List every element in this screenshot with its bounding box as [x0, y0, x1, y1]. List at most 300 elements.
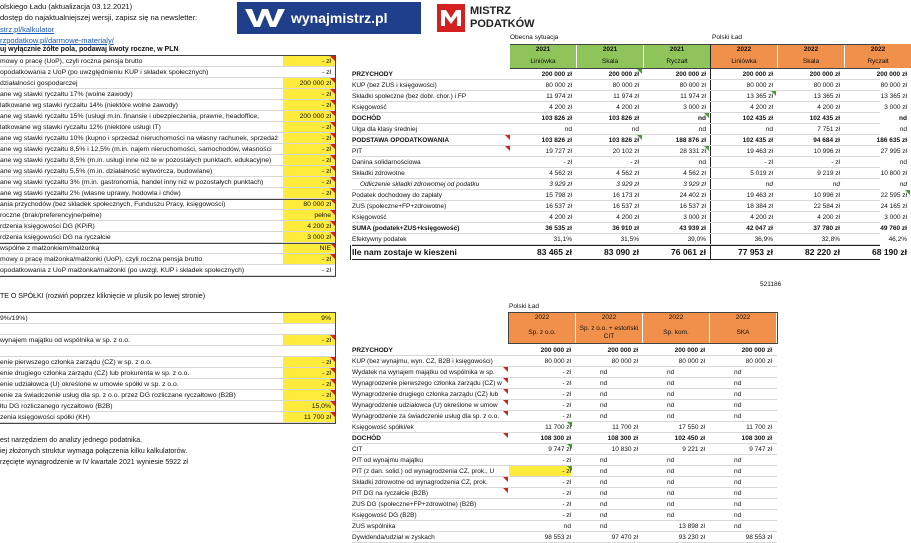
input-value-field[interactable]: 3 000 zł [283, 232, 335, 243]
value-cell: 3 000 zł [884, 214, 907, 221]
calculator-link[interactable]: strz.pl/kalkulator [0, 25, 55, 34]
group-pl-label: Polski Ład [712, 34, 742, 41]
value-cell: - zł [562, 369, 571, 376]
row-label: ZUS DG (społeczne+FP+zdrowotne) (B2B) [352, 501, 477, 508]
value-cell: - zł [562, 479, 571, 486]
year-header: 2022 [710, 313, 776, 323]
value-cell: 3 000 zł [683, 104, 706, 111]
value-cell: nd [734, 468, 742, 475]
comment-marker-icon[interactable] [503, 378, 508, 383]
value-cell: 80 000 zł [611, 358, 638, 365]
sheet-title: olskiego Ładu (aktualizacja 03.12.2021) [0, 2, 133, 11]
value-cell: 9 747 zł [548, 446, 571, 453]
input-label: mowy o pracę małżonka/małżonki (UoP), czyli roczna pensja brutto [0, 256, 203, 263]
value-cell: nd [667, 468, 675, 475]
comment-marker-icon[interactable] [567, 422, 572, 427]
value-cell: nd [600, 490, 608, 497]
value-cell: nd [734, 490, 742, 497]
value-cell: nd [734, 391, 742, 398]
value-cell: nd [667, 391, 675, 398]
value-cell: 186 635 zł [876, 137, 907, 144]
value-cell: 80 000 zł [746, 82, 773, 89]
company-input-value-field[interactable]: - zł [283, 357, 335, 368]
row-label: PODSTAWA OPODATKOWANIA [352, 137, 450, 144]
value-cell: 36,9% [754, 236, 773, 243]
value-cell: 3 929 zł [549, 181, 572, 188]
final-value-cell: 83 090 zł [604, 247, 639, 257]
value-cell: 103 826 zł [608, 115, 639, 122]
company-input-value-field[interactable]: - zł [283, 379, 335, 390]
value-cell: 5 019 zł [750, 170, 773, 177]
value-cell: nd [600, 523, 608, 530]
comment-marker-icon[interactable] [704, 113, 709, 118]
company-input-label: łtu DG rozliczanego ryczałtowo (B2B) [0, 403, 113, 410]
value-cell: - zł [562, 402, 571, 409]
value-cell: nd [600, 479, 608, 486]
value-cell: 11 974 zł [680, 93, 706, 100]
value-cell: nd [899, 126, 907, 133]
value-cell: 103 826 zł [541, 115, 572, 122]
value-cell: 24 165 zł [880, 203, 907, 210]
column-header: Skala [577, 56, 643, 68]
value-cell: 200 000 zł [876, 71, 907, 78]
value-cell: 28 331 zł [679, 148, 706, 155]
company-box-bottom-border [0, 423, 336, 424]
value-cell: nd [698, 159, 706, 166]
value-cell: 4 562 zł [549, 170, 572, 177]
value-cell: nd [600, 413, 608, 420]
row-label: PRZYCHODY [352, 347, 393, 354]
row-label: Wynagrodzenie udziałowca (U) określone w umow [352, 402, 498, 409]
input-label: rdzenia księgowości DG (KPiR) [0, 223, 95, 230]
value-cell: 80 000 zł [813, 82, 840, 89]
value-cell: 49 760 zł [880, 225, 907, 232]
input-group-divider [0, 199, 336, 200]
value-cell: 19 463 zł [746, 192, 773, 199]
value-cell: - zł [831, 159, 840, 166]
value-cell: 80 000 zł [612, 82, 639, 89]
input-value-field[interactable]: - zł [283, 144, 335, 155]
input-section-header: uj wyłącznie żółte pola, podawaj kwoty roczne, w PLN [0, 46, 179, 53]
note-1: est narzędziem do analizy jednego podatnika. [0, 437, 143, 444]
value-cell: 4 200 zł [817, 104, 840, 111]
value-cell: nd [832, 181, 840, 188]
value-cell: 4 562 zł [616, 170, 639, 177]
mistrz-podatkow-line1: MISTRZ [470, 5, 511, 17]
input-value-field[interactable]: - zł [283, 122, 335, 133]
value-cell: 36 910 zł [612, 225, 639, 232]
input-label: latkowane wg stawki ryczałtu 12% (niektóre usługi IT) [0, 124, 161, 131]
value-cell: 4 200 zł [750, 214, 773, 221]
company-input-label: enie pierwszego członka zarządu (CZ) w sp. z o.o. [0, 359, 152, 366]
row-label: CIT [352, 446, 363, 453]
input-value-field[interactable]: 200 000 zł [283, 111, 335, 122]
value-cell: 15 798 zł [545, 192, 572, 199]
year-header: 2022 [509, 313, 575, 323]
value-cell: - zł [562, 413, 571, 420]
value-cell: nd [667, 413, 675, 420]
value-cell: 3 000 zł [683, 214, 706, 221]
value-cell: - zł [562, 512, 571, 519]
input-value-field[interactable]: - zł [283, 166, 335, 177]
final-value-cell: 77 953 zł [738, 247, 773, 257]
mistrz-podatkow-mark-icon [437, 4, 465, 32]
value-cell: nd [564, 126, 572, 133]
column-header: Skala [778, 56, 844, 68]
input-label: ane wg stawki ryczałtu 8,5% (m.in. usługi inne niż te w pozostałych punktach, edukacyjne) [0, 157, 272, 164]
mistrz-podatkow-line2: PODATKÓW [470, 18, 535, 30]
group-current-label: Obecna sytuacja [510, 34, 559, 41]
value-cell: 10 996 zł [813, 192, 840, 199]
value-cell: 20 102 zł [612, 148, 639, 155]
input-value-field[interactable]: - zł [283, 56, 335, 67]
year-header: 2021 [577, 44, 643, 56]
value-cell: 4 200 zł [549, 214, 572, 221]
company-input-label: enie drugiego członka zarządu (CZ) lub prokurenta w sp. z o.o. [0, 370, 190, 377]
mistrz-podatkow-logo [437, 4, 547, 34]
value-cell: - zł [562, 457, 571, 464]
input-label: ane wg stawki ryczałtu 8,5% i 12,5% (m.in. najem nieruchomości, samochodów, własności [0, 146, 272, 153]
value-cell: nd [600, 391, 608, 398]
value-cell: 4 200 zł [817, 214, 840, 221]
wynajmistrz-mark-icon [245, 7, 285, 29]
value-cell: 93 230 zł [678, 534, 705, 541]
value-cell: 97 470 zł [611, 534, 638, 541]
input-value-field[interactable]: - zł [283, 254, 335, 265]
row-label: ZUS wspólnika [352, 523, 396, 530]
value-cell: 31,1% [553, 236, 572, 243]
input-value-field[interactable]: - zł [283, 89, 335, 100]
value-cell: 3 929 zł [683, 181, 706, 188]
value-cell: 16 537 zł [612, 203, 639, 210]
value-cell: 98 553 zł [745, 534, 772, 541]
value-cell: 22 595 zł [880, 192, 907, 199]
value-cell: 4 200 zł [616, 104, 639, 111]
row-label: Wynagrodzenie drugiego członka zarządu (CZ) lub [352, 391, 499, 398]
row-label: Wynagrodzenie za świadczenie usług dla sp. z o.o. [352, 413, 499, 420]
value-cell: 103 826 zł [541, 137, 572, 144]
column-header: Sp. z o.o. [509, 323, 575, 343]
input-label: ane wg stawki ryczałtu 3% (m.in. gastronomia, handel inny niż w pozostałych punktach) [0, 179, 264, 186]
value-cell: - zł [563, 159, 572, 166]
value-cell: - zł [562, 501, 571, 508]
value-cell: 80 000 zł [544, 358, 571, 365]
wynajmistrz-logo [237, 2, 421, 34]
value-cell: 4 562 zł [683, 170, 706, 177]
input-label: roczne (brak/preferencyjne/pełne) [0, 212, 102, 219]
input-label: działalności gospodarczej [0, 80, 78, 87]
row-label: KUP (bez wynajmu, wyn. CZ, B2B i księgowości) [352, 358, 493, 365]
comment-marker-icon[interactable] [503, 400, 508, 405]
company-input-label: enie za świadczenie usług dla sp. z o.o. przez DG rozliczane ryczałtowo (B2B) [0, 392, 236, 399]
value-cell: 80 000 zł [745, 358, 772, 365]
comment-marker-icon[interactable] [637, 135, 642, 140]
value-cell: 11 974 zł [546, 93, 572, 100]
row-label: Księgowość [352, 214, 387, 221]
value-cell: 16 537 zł [545, 203, 572, 210]
value-cell: 13 898 zł [678, 523, 705, 530]
input-value-field[interactable]: - zł [283, 155, 335, 166]
value-cell: 200 000 zł [675, 71, 706, 78]
value-cell: nd [667, 457, 675, 464]
column-header: Ryczałt [644, 56, 710, 68]
value-cell: nd [765, 181, 773, 188]
row-label: Składki zdrowotne [352, 170, 405, 177]
value-cell: 43 939 zł [679, 225, 706, 232]
row-label: Składki zdrowotne od wynagrodzenia CZ, prok. [352, 479, 488, 486]
input-label: rdzenia księgowości DG na ryczałcie [0, 234, 111, 241]
value-cell: 36 535 zł [545, 225, 572, 232]
comment-marker-icon[interactable] [637, 69, 642, 74]
final-value-cell: 76 061 zł [671, 247, 706, 257]
final-row-left-border [350, 245, 351, 260]
table-right-border [777, 312, 778, 344]
company-section-header: TE O SPÓŁKI (rozwiń poprzez kliknięcie w plusik po lewej stronie) [0, 293, 206, 300]
final-value-cell: 68 190 zł [872, 247, 907, 257]
company-input-value-field[interactable]: - zł [283, 390, 335, 401]
company-group-pl-label: Polski Ład [509, 303, 539, 310]
value-cell: nd [600, 468, 608, 475]
input-label: ane wg stawki ryczałtu 5,5% (m.in. działalność wytwórcza, budowlane) [0, 168, 213, 175]
year-header: 2022 [778, 44, 844, 56]
row-label: Ulga dla klasy średniej [352, 126, 418, 133]
value-cell: 188 876 zł [675, 137, 706, 144]
value-cell: 16 173 zł [612, 192, 639, 199]
input-label: opodatkowania z UoP (po uwzględnieniu KUP i składek społecznych) [0, 69, 209, 76]
column-header: SKA [710, 323, 776, 343]
row-label: Wydatek na wynajem majątku od wspólnika w sp. [352, 369, 495, 376]
value-cell: 24 402 zł [679, 192, 706, 199]
value-cell: nd [698, 115, 706, 122]
input-value-field[interactable]: 200 000 zł [283, 78, 335, 89]
value-cell: 13 365 zł [880, 93, 907, 100]
value-cell: 200 000 zł [541, 71, 572, 78]
value-cell: 108 300 zł [741, 435, 772, 442]
note-2: iej złożonych struktur wymaga połączenia kilku kalkulatorów. [0, 448, 188, 455]
year-header: 2022 [711, 44, 777, 56]
input-value-field[interactable]: 80 000 zł [283, 199, 335, 210]
value-cell: 10 800 zł [880, 170, 907, 177]
value-cell: 3 929 zł [616, 181, 639, 188]
column-header: Sp. z o.o. + estoński CIT [576, 323, 642, 343]
header-top-border [509, 312, 777, 313]
table-left-border [508, 312, 509, 344]
row-label: PIT od wynajmu majątku [352, 457, 424, 464]
value-cell: nd [899, 115, 907, 122]
input-label: opodatkowania z UoP małżonka/małżonki (po uwzgl. KUP i składek społecznych) [0, 267, 245, 274]
value-cell: 7 751 zł [817, 126, 840, 133]
row-label: Księgowość [352, 104, 387, 111]
value-cell: nd [631, 126, 639, 133]
row-label: Księgowość DG (B2B) [352, 512, 417, 519]
company-input-value-field[interactable]: - zł [283, 335, 335, 346]
input-value-field[interactable]: 4 200 zł [283, 221, 335, 232]
year-header: 2021 [510, 44, 576, 56]
final-row-label: Ile nam zostaje w kieszeni [352, 247, 457, 257]
row-label: PIT [352, 148, 363, 155]
column-header: Liniówka [711, 56, 777, 68]
value-cell: - zł [562, 490, 571, 497]
value-cell: nd [899, 159, 907, 166]
comment-marker-icon[interactable] [503, 389, 508, 394]
input-value-field: - zł [321, 69, 331, 76]
value-cell: nd [734, 369, 742, 376]
input-box-bottom-border [0, 276, 336, 277]
year-header: 2021 [644, 44, 710, 56]
value-cell: 22 584 zł [813, 203, 840, 210]
value-cell: 11 700 zł [612, 424, 638, 431]
value-cell: - zł [630, 159, 639, 166]
company-input-label: enie udziałowca (U) określone w umowie spółki w sp. z o.o. [0, 381, 179, 388]
value-cell: 102 435 zł [809, 115, 840, 122]
company-input-value-field[interactable]: - zł [283, 368, 335, 379]
row-label: Efektywny podatek [352, 236, 407, 243]
value-cell: 3 000 zł [884, 104, 907, 111]
final-value-cell: 83 465 zł [537, 247, 572, 257]
input-value-field[interactable]: pełne [283, 210, 335, 221]
comment-marker-icon[interactable] [567, 444, 572, 449]
company-input-value-field[interactable]: 9% [283, 313, 335, 324]
value-cell: 103 826 zł [608, 137, 639, 144]
value-cell: nd [734, 413, 742, 420]
value-cell: 200 000 zł [540, 347, 571, 354]
value-cell: 19 727 zł [545, 148, 572, 155]
value-cell: 31,5% [620, 236, 639, 243]
value-cell: 80 000 zł [545, 82, 572, 89]
value-cell: 94 684 zł [813, 137, 840, 144]
value-cell: nd [698, 126, 706, 133]
value-cell: 19 463 zł [746, 148, 773, 155]
value-cell: 102 435 zł [742, 115, 773, 122]
row-label: Dywidenda/udział w zyskach [352, 534, 435, 541]
input-value-field[interactable]: - zł [283, 188, 335, 199]
comment-marker-icon[interactable] [505, 146, 510, 151]
value-cell: nd [600, 380, 608, 387]
value-cell: 37 780 zł [813, 225, 840, 232]
comment-marker-icon[interactable] [503, 367, 508, 372]
input-label: ane wg stawki ryczałtu 10% (kupno i sprzedaż nieruchomości na własny rachunek, sprzedaż [0, 135, 279, 142]
comment-marker-icon[interactable] [505, 135, 510, 140]
value-cell: nd [734, 479, 742, 486]
value-cell: 18 384 zł [746, 203, 773, 210]
input-value-field: - zł [321, 267, 331, 274]
value-cell: nd [667, 512, 675, 519]
input-label: ania przychodów (bez składek społecznych, Funduszu Pracy, księgowości) [0, 201, 226, 208]
value-cell: 11 700 zł [746, 424, 772, 431]
input-value-field[interactable]: - zł [283, 100, 335, 111]
column-header: Liniówka [510, 56, 576, 68]
row-label: SUMA (podatek+ZUS+księgowość) [352, 225, 460, 232]
newsletter-text: dostęp do najaktualniejszej wersji, zapisz się na newsletter: [0, 13, 198, 22]
value-cell: nd [734, 512, 742, 519]
value-cell: 108 300 zł [607, 435, 638, 442]
row-label: ZUS (społeczne+FP+zdrowotne) [352, 203, 447, 210]
row-label: PRZYCHODY [352, 71, 393, 78]
value-cell: 98 553 zł [544, 534, 571, 541]
final-value-cell: 82 220 zł [805, 247, 840, 257]
value-cell: 11 700 zł [545, 424, 571, 431]
column-header: Sp. kom. [643, 323, 709, 343]
row-label: KUP (bez ZUS i księgowości) [352, 82, 437, 89]
comment-marker-icon[interactable] [503, 477, 508, 482]
value-cell: nd [734, 457, 742, 464]
value-cell: 27 995 zł [880, 148, 907, 155]
value-cell: 200 000 zł [741, 347, 772, 354]
company-input-value-field[interactable]: 15,0% [283, 401, 335, 412]
company-input-value-field[interactable]: 11 700 zł [283, 412, 335, 423]
comment-marker-icon[interactable] [771, 91, 776, 96]
wynajmistrz-logo-text: wynajmistrz.pl [291, 10, 388, 26]
value-cell: 46,2% [888, 236, 907, 243]
value-cell: nd [667, 479, 675, 486]
value-cell: 80 000 zł [880, 82, 907, 89]
row-label: DOCHÓD [352, 435, 381, 442]
input-value-field[interactable]: - zł [283, 177, 335, 188]
value-cell: nd [667, 369, 675, 376]
comment-marker-icon[interactable] [704, 146, 709, 151]
value-cell: - zł [562, 391, 571, 398]
value-cell: 200 000 zł [607, 347, 638, 354]
value-cell: nd [667, 490, 675, 497]
value-cell: 4 200 zł [616, 214, 639, 221]
value-cell: nd [600, 457, 608, 464]
value-cell: 13 365 zł [746, 93, 773, 100]
note-3: rzęcięte wynagrodzenie w IV kwartale 2021 wyniesie 5922 zł [0, 459, 188, 466]
input-value-field[interactable]: - zł [283, 133, 335, 144]
value-cell: 200 000 zł [608, 71, 639, 78]
comment-marker-icon[interactable] [567, 466, 572, 471]
input-label: wspólne z małżonkiem/małżonką [0, 245, 100, 252]
value-cell: 39,0% [687, 236, 706, 243]
value-cell: 102 450 zł [674, 435, 705, 442]
header-bottom-border [509, 343, 777, 344]
row-label: Księgowość spółki/ek [352, 424, 414, 431]
value-cell: 42 047 zł [746, 225, 773, 232]
company-box-right-border [335, 312, 336, 423]
reference-number: 521186 [760, 281, 782, 288]
value-cell: nd [734, 501, 742, 508]
value-cell: 9 219 zł [817, 170, 840, 177]
value-cell: 17 550 zł [678, 424, 705, 431]
input-label: ane wg stawki ryczałtu 15% (usługi m.in. finansie i ubezpieczenia, prawne, headoffice, [0, 113, 260, 120]
comment-marker-icon[interactable] [503, 433, 508, 438]
comment-marker-icon[interactable] [503, 488, 508, 493]
comment-marker-icon[interactable] [503, 411, 508, 416]
value-cell: nd [600, 369, 608, 376]
value-cell: nd [667, 501, 675, 508]
value-cell: 10 830 zł [611, 446, 638, 453]
materials-link[interactable]: rzpodatkow.pl/darmowe-materialy/ [0, 36, 114, 45]
value-cell: 11 974 zł [613, 93, 639, 100]
input-label: ane wg stawki ryczałtu 17% (wolne zawody) [0, 91, 133, 98]
value-cell: 9 221 zł [682, 446, 705, 453]
comment-marker-icon[interactable] [905, 190, 910, 195]
input-value-field[interactable]: NIE [283, 243, 335, 254]
value-cell: 200 000 zł [674, 347, 705, 354]
company-input-label: wynajem majątku od wspólnika w sp. z o.o. [0, 337, 130, 344]
final-row-bottom-border [352, 259, 880, 260]
value-cell: 32,8% [821, 236, 840, 243]
input-label: ane wg stawki ryczałtu 2% (własne uprawy, hodowla i chów) [0, 190, 181, 197]
value-cell: 108 300 zł [540, 435, 571, 442]
value-cell: nd [600, 512, 608, 519]
value-cell: - zł [509, 466, 571, 477]
value-cell: 4 200 zł [549, 104, 572, 111]
value-cell: 10 996 zł [813, 148, 840, 155]
value-cell: nd [734, 402, 742, 409]
value-cell: nd [600, 402, 608, 409]
value-cell: 80 000 zł [679, 82, 706, 89]
